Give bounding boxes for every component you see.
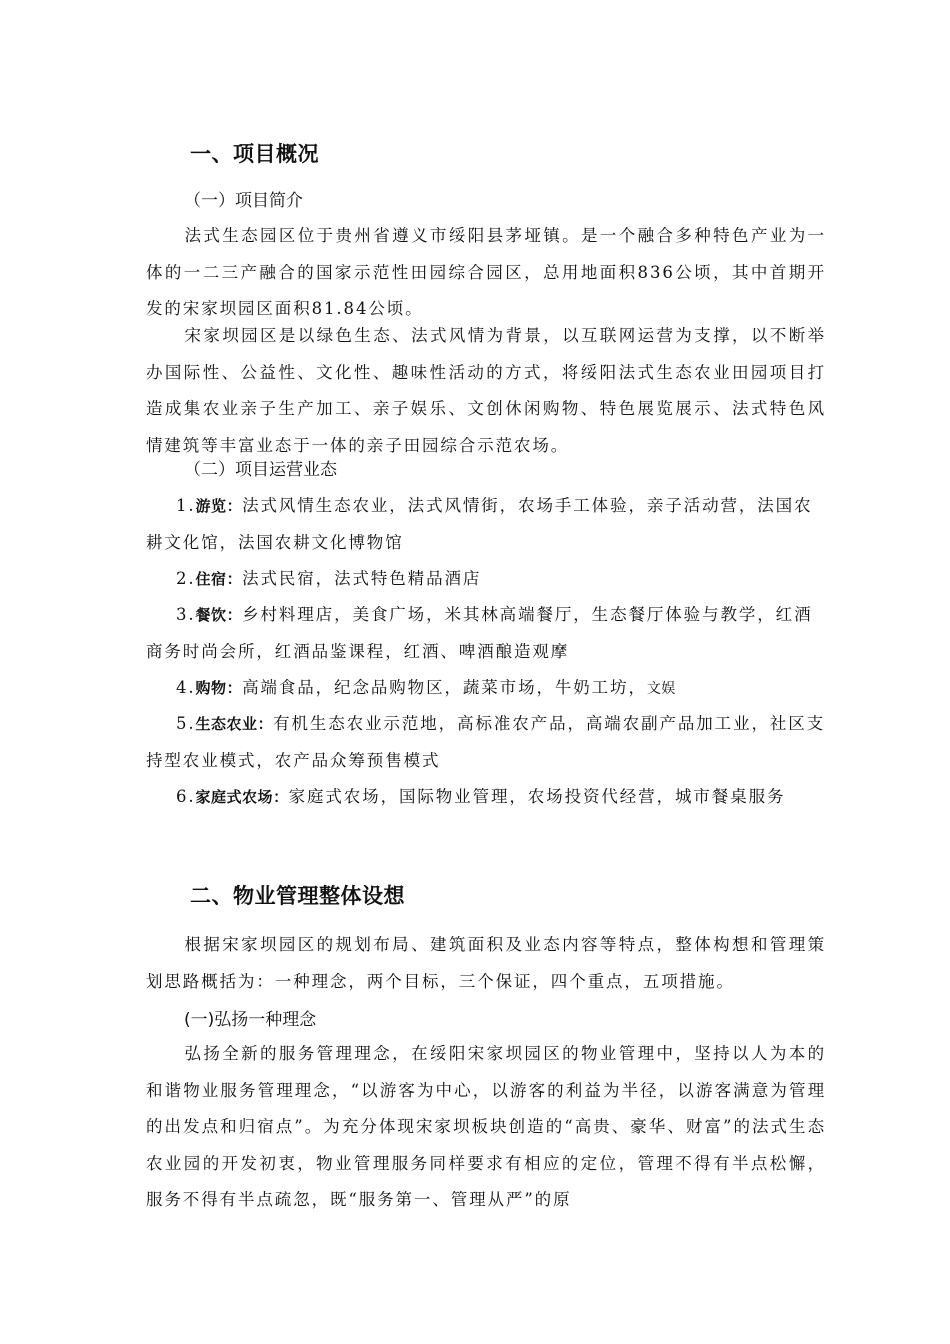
list-item-eco-agriculture <box>146 706 826 779</box>
item-text: 法式民宿，法式特色精品酒店 <box>242 569 482 588</box>
item-separator: ： <box>257 715 274 733</box>
list-item-dining <box>146 597 826 670</box>
paragraph-text: 弘扬全新的服务管理理念，在绥阳宋家坝园区的物业管理中，坚持以人为本的和谐物业服务管理理念，“以游客为中心，以游客的利益为半径，以游客满意为管理的出发点和归宿点”。为充分体现宋家坝板块创造的“高贵、豪华、财富”的法式生态农业园的开发初衷，物业管理服务同样要求有相应的定位，管理不得有半点松懈，服务不得有半点疏忽，既“服务第一、管理从严”的原 <box>146 1044 826 1209</box>
subsection-title-project-intro: （一）项目简介 <box>184 191 303 211</box>
subsection-title-operations: （二）项目运营业态 <box>184 460 337 480</box>
paragraph-management-overview <box>146 927 826 1000</box>
section-title-project-overview: 一、项目概况 <box>190 142 319 166</box>
item-text: 乡村料理店，美食广场，米其林高端餐厅，生态餐厅体验与教学，红酒商务时尚会所，红酒品鉴课程，红酒、啤酒酿造观摩 <box>146 605 813 661</box>
item-separator: ： <box>226 606 243 624</box>
paragraph-text: 宋家坝园区是以绿色生态、法式风情为背景，以互联网运营为支撑，以不断举办国际性、公益性、文化性、趣味性活动的方式，将绥阳法式生态农业田园项目打造成集农业亲子生产加工、亲子娱乐、文创休闲购物、特色展览展示、法式特色风情建筑等丰富业态于一体的亲子田园综合示范农场。 <box>146 326 826 455</box>
item-number: 5. <box>176 714 196 733</box>
item-number: 4. <box>176 678 196 697</box>
item-text-tail: 文娱 <box>646 681 676 697</box>
subsection-title-one-concept: (一)弘扬一种理念 <box>184 1010 317 1030</box>
list-item-sightseeing <box>146 488 826 561</box>
item-label: 家庭式农场 <box>195 788 274 806</box>
item-separator: ： <box>226 497 243 515</box>
item-label: 购物 <box>195 679 227 697</box>
paragraph-text: 根据宋家坝园区的规划布局、建筑面积及业态内容等特点，整体构想和管理策划思路概括为：一种理念，两个目标，三个保证，四个重点，五项措施。 <box>146 935 826 991</box>
item-separator: ： <box>273 788 289 806</box>
item-separator: ： <box>226 570 243 588</box>
item-text: 有机生态农业示范地，高标准农产品，高端农副产品加工业，社区支持型农业模式，农产品众筹预售模式 <box>146 714 826 770</box>
item-label: 生态农业 <box>195 715 258 733</box>
paragraph-project-intro-1 <box>146 218 826 328</box>
item-label: 游览 <box>195 497 227 515</box>
paragraph-text: 法式生态园区位于贵州省遵义市绥阳县茅垭镇。是一个融合多种特色产业为一体的一二三产融合的国家示范性田园综合园区，总用地面积836公顷，其中首期开发的宋家坝园区面积81.84公顷。 <box>146 226 826 318</box>
list-item-accommodation <box>146 561 826 598</box>
item-text: 高端食品，纪念品购物区，蔬菜市场，牛奶工坊， <box>242 678 647 697</box>
item-text: 家庭式农场，国际物业管理，农场投资代经营，城市餐桌服务 <box>288 787 786 806</box>
item-label: 住宿 <box>195 570 227 588</box>
paragraph-project-intro-2 <box>146 318 826 464</box>
item-text: 法式风情生态农业，法式风情街，农场手工体验，亲子活动营，法国农耕文化馆，法国农耕文化博物馆 <box>146 496 813 552</box>
item-label: 餐饮 <box>195 606 227 624</box>
list-item-family-farm <box>146 779 826 816</box>
item-number: 3. <box>176 605 196 624</box>
section-title-property-management: 二、物业管理整体设想 <box>190 884 405 908</box>
item-number: 6. <box>176 787 196 806</box>
item-number: 1. <box>176 496 196 515</box>
list-item-shopping <box>146 670 826 708</box>
paragraph-one-concept <box>146 1036 826 1219</box>
item-number: 2. <box>176 569 196 588</box>
item-separator: ： <box>226 679 243 697</box>
